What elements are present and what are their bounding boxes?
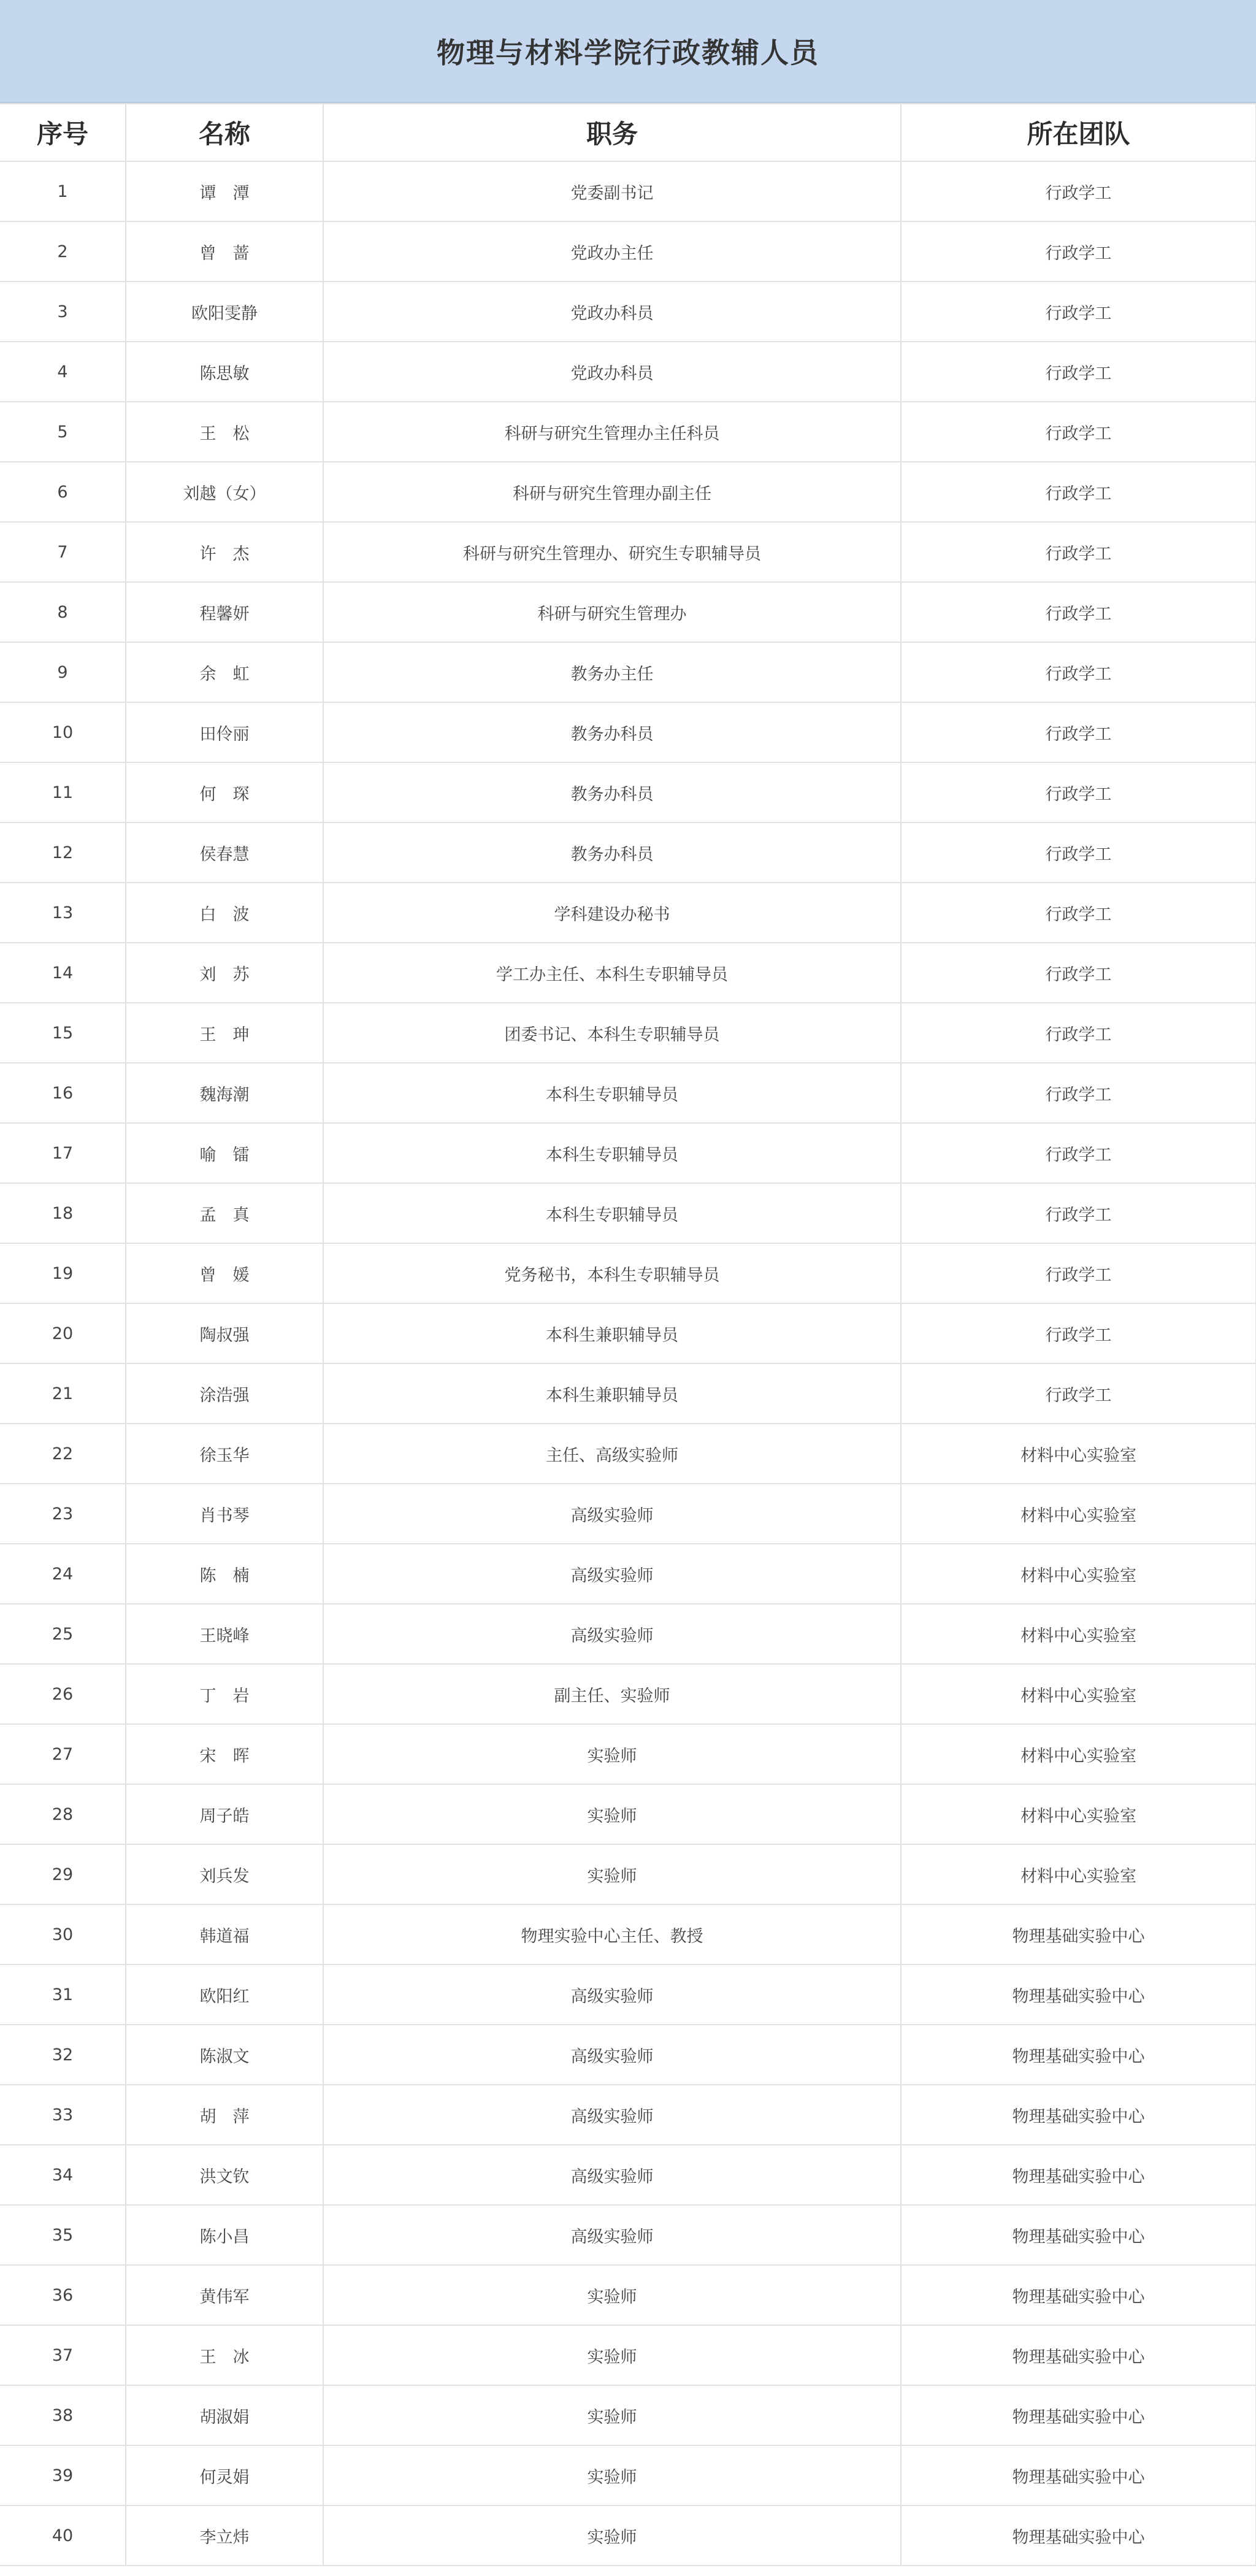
- cell-index: 14: [0, 943, 126, 1003]
- cell-index: 22: [0, 1424, 126, 1484]
- table-row: [0, 462, 1256, 522]
- table-row: [0, 161, 1256, 221]
- cell-position: 高级实验师: [323, 1484, 901, 1544]
- cell-position: 高级实验师: [323, 2145, 901, 2205]
- cell-index: 13: [0, 883, 126, 943]
- cell-team: 材料中心实验室: [901, 1784, 1256, 1844]
- cell-position: 科研与研究生管理办: [323, 582, 901, 642]
- title-banner: [0, 0, 1256, 103]
- cell-name: 许 杰: [126, 522, 323, 582]
- table-row: [0, 2145, 1256, 2205]
- cell-index: 23: [0, 1484, 126, 1544]
- table-row: [0, 1363, 1256, 1424]
- cell-team: 材料中心实验室: [901, 1424, 1256, 1484]
- table-row: [0, 1604, 1256, 1664]
- header-position: 职务: [323, 104, 901, 161]
- cell-position: 高级实验师: [323, 1544, 901, 1604]
- cell-name: 曾 蔷: [126, 221, 323, 282]
- cell-name: 陈小昌: [126, 2205, 323, 2265]
- cell-position: 本科生专职辅导员: [323, 1123, 901, 1183]
- cell-team: 材料中心实验室: [901, 1484, 1256, 1544]
- cell-index: 18: [0, 1183, 126, 1243]
- cell-name: 谭 潭: [126, 161, 323, 221]
- cell-name: 徐玉华: [126, 1424, 323, 1484]
- cell-position: 党政办科员: [323, 282, 901, 342]
- cell-position: 本科生兼职辅导员: [323, 1303, 901, 1363]
- cell-position: 本科生专职辅导员: [323, 1063, 901, 1123]
- cell-team: 行政学工: [901, 883, 1256, 943]
- cell-team: 物理基础实验中心: [901, 2205, 1256, 2265]
- cell-name: 肖书琴: [126, 1484, 323, 1544]
- cell-index: 10: [0, 702, 126, 762]
- cell-name: 曾 媛: [126, 1243, 323, 1303]
- cell-index: 25: [0, 1604, 126, 1664]
- table-row: [0, 1904, 1256, 1965]
- table-row: [0, 2505, 1256, 2566]
- cell-position: 高级实验师: [323, 2025, 901, 2085]
- table-row: [0, 522, 1256, 582]
- cell-index: 32: [0, 2025, 126, 2085]
- cell-index: 28: [0, 1784, 126, 1844]
- cell-team: 行政学工: [901, 702, 1256, 762]
- table-row: [0, 2325, 1256, 2385]
- header-name: 名称: [126, 104, 323, 161]
- cell-name: 何 琛: [126, 762, 323, 822]
- cell-index: 8: [0, 582, 126, 642]
- staff-table: [0, 103, 1256, 2566]
- table-row: [0, 2385, 1256, 2445]
- cell-position: 物理实验中心主任、教授: [323, 1904, 901, 1965]
- cell-team: 物理基础实验中心: [901, 2085, 1256, 2145]
- cell-team: 物理基础实验中心: [901, 2445, 1256, 2505]
- cell-team: 行政学工: [901, 1123, 1256, 1183]
- cell-index: 38: [0, 2385, 126, 2445]
- table-row: [0, 1063, 1256, 1123]
- cell-team: 物理基础实验中心: [901, 1965, 1256, 2025]
- cell-index: 34: [0, 2145, 126, 2205]
- cell-index: 5: [0, 402, 126, 462]
- cell-position: 教务办科员: [323, 702, 901, 762]
- cell-position: 党务秘书，本科生专职辅导员: [323, 1243, 901, 1303]
- cell-position: 实验师: [323, 2325, 901, 2385]
- cell-index: 37: [0, 2325, 126, 2385]
- table-row: [0, 582, 1256, 642]
- cell-position: 党委副书记: [323, 161, 901, 221]
- table-row: [0, 2445, 1256, 2505]
- table-row: [0, 943, 1256, 1003]
- cell-name: 王 松: [126, 402, 323, 462]
- cell-index: 21: [0, 1363, 126, 1424]
- table-row: [0, 1664, 1256, 1724]
- cell-team: 物理基础实验中心: [901, 2385, 1256, 2445]
- cell-name: 胡 萍: [126, 2085, 323, 2145]
- cell-team: 行政学工: [901, 282, 1256, 342]
- cell-name: 白 波: [126, 883, 323, 943]
- cell-name: 刘越（女）: [126, 462, 323, 522]
- cell-index: 31: [0, 1965, 126, 2025]
- cell-position: 党政办科员: [323, 342, 901, 402]
- cell-name: 韩道福: [126, 1904, 323, 1965]
- cell-team: 行政学工: [901, 943, 1256, 1003]
- cell-team: 材料中心实验室: [901, 1724, 1256, 1784]
- table-row: [0, 822, 1256, 883]
- cell-team: 行政学工: [901, 642, 1256, 702]
- cell-position: 高级实验师: [323, 1604, 901, 1664]
- cell-position: 教务办科员: [323, 762, 901, 822]
- table-row: [0, 1183, 1256, 1243]
- cell-name: 丁 岩: [126, 1664, 323, 1724]
- cell-index: 35: [0, 2205, 126, 2265]
- cell-team: 物理基础实验中心: [901, 2325, 1256, 2385]
- cell-name: 宋 晖: [126, 1724, 323, 1784]
- cell-team: 行政学工: [901, 822, 1256, 883]
- cell-name: 魏海潮: [126, 1063, 323, 1123]
- table-row: [0, 1784, 1256, 1844]
- cell-team: 行政学工: [901, 161, 1256, 221]
- cell-index: 6: [0, 462, 126, 522]
- table-row: [0, 702, 1256, 762]
- table-row: [0, 402, 1256, 462]
- table-row: [0, 642, 1256, 702]
- cell-position: 团委书记、本科生专职辅导员: [323, 1003, 901, 1063]
- cell-team: 行政学工: [901, 342, 1256, 402]
- cell-name: 孟 真: [126, 1183, 323, 1243]
- cell-index: 7: [0, 522, 126, 582]
- cell-team: 材料中心实验室: [901, 1604, 1256, 1664]
- cell-position: 学工办主任、本科生专职辅导员: [323, 943, 901, 1003]
- cell-team: 行政学工: [901, 762, 1256, 822]
- cell-team: 行政学工: [901, 1303, 1256, 1363]
- cell-name: 陈 楠: [126, 1544, 323, 1604]
- cell-position: 科研与研究生管理办主任科员: [323, 402, 901, 462]
- cell-position: 主任、高级实验师: [323, 1424, 901, 1484]
- cell-name: 刘兵发: [126, 1844, 323, 1904]
- table-row: [0, 1424, 1256, 1484]
- cell-name: 黄伟军: [126, 2265, 323, 2325]
- table-row: [0, 1844, 1256, 1904]
- cell-position: 高级实验师: [323, 1965, 901, 2025]
- cell-team: 行政学工: [901, 1063, 1256, 1123]
- cell-position: 实验师: [323, 2385, 901, 2445]
- cell-index: 4: [0, 342, 126, 402]
- cell-index: 17: [0, 1123, 126, 1183]
- cell-position: 实验师: [323, 1844, 901, 1904]
- cell-name: 欧阳红: [126, 1965, 323, 2025]
- cell-position: 本科生专职辅导员: [323, 1183, 901, 1243]
- cell-team: 行政学工: [901, 522, 1256, 582]
- cell-team: 材料中心实验室: [901, 1664, 1256, 1724]
- table-row: [0, 1003, 1256, 1063]
- cell-name: 陈淑文: [126, 2025, 323, 2085]
- cell-index: 24: [0, 1544, 126, 1604]
- cell-index: 30: [0, 1904, 126, 1965]
- cell-index: 26: [0, 1664, 126, 1724]
- cell-position: 副主任、实验师: [323, 1664, 901, 1724]
- cell-name: 周子皓: [126, 1784, 323, 1844]
- table-row: [0, 1544, 1256, 1604]
- cell-position: 教务办主任: [323, 642, 901, 702]
- cell-name: 刘 苏: [126, 943, 323, 1003]
- cell-position: 科研与研究生管理办副主任: [323, 462, 901, 522]
- cell-name: 李立炜: [126, 2505, 323, 2566]
- cell-team: 行政学工: [901, 1363, 1256, 1424]
- cell-position: 实验师: [323, 1784, 901, 1844]
- cell-index: 39: [0, 2445, 126, 2505]
- page-title: 物理与材料学院行政教辅人员: [437, 36, 819, 69]
- cell-index: 11: [0, 762, 126, 822]
- table-row: [0, 2205, 1256, 2265]
- table-row: [0, 1484, 1256, 1544]
- cell-index: 12: [0, 822, 126, 883]
- cell-position: 高级实验师: [323, 2205, 901, 2265]
- cell-index: 16: [0, 1063, 126, 1123]
- cell-name: 洪文钦: [126, 2145, 323, 2205]
- cell-team: 行政学工: [901, 402, 1256, 462]
- cell-name: 王晓峰: [126, 1604, 323, 1664]
- cell-team: 物理基础实验中心: [901, 2025, 1256, 2085]
- header-index: 序号: [0, 104, 126, 161]
- cell-name: 王 珅: [126, 1003, 323, 1063]
- table-row: [0, 1724, 1256, 1784]
- table-row: [0, 342, 1256, 402]
- cell-name: 王 冰: [126, 2325, 323, 2385]
- cell-name: 陶叔强: [126, 1303, 323, 1363]
- cell-index: 36: [0, 2265, 126, 2325]
- cell-index: 3: [0, 282, 126, 342]
- cell-index: 2: [0, 221, 126, 282]
- cell-name: 喻 镭: [126, 1123, 323, 1183]
- table-row: [0, 1965, 1256, 2025]
- cell-team: 行政学工: [901, 462, 1256, 522]
- cell-team: 物理基础实验中心: [901, 2145, 1256, 2205]
- cell-position: 教务办科员: [323, 822, 901, 883]
- table-row: [0, 282, 1256, 342]
- table-row: [0, 762, 1256, 822]
- cell-name: 何灵娟: [126, 2445, 323, 2505]
- table-row: [0, 1123, 1256, 1183]
- cell-team: 行政学工: [901, 582, 1256, 642]
- header-team: 所在团队: [901, 104, 1256, 161]
- cell-team: 物理基础实验中心: [901, 2505, 1256, 2566]
- cell-index: 9: [0, 642, 126, 702]
- cell-index: 1: [0, 161, 126, 221]
- table-header-row: [0, 104, 1256, 161]
- cell-position: 实验师: [323, 2445, 901, 2505]
- cell-index: 29: [0, 1844, 126, 1904]
- cell-team: 物理基础实验中心: [901, 1904, 1256, 1965]
- cell-team: 物理基础实验中心: [901, 2265, 1256, 2325]
- cell-index: 20: [0, 1303, 126, 1363]
- cell-position: 实验师: [323, 2265, 901, 2325]
- cell-team: 行政学工: [901, 1183, 1256, 1243]
- cell-index: 27: [0, 1724, 126, 1784]
- cell-name: 程馨妍: [126, 582, 323, 642]
- cell-name: 田伶丽: [126, 702, 323, 762]
- table-row: [0, 1243, 1256, 1303]
- cell-team: 行政学工: [901, 221, 1256, 282]
- table-row: [0, 2265, 1256, 2325]
- cell-team: 材料中心实验室: [901, 1544, 1256, 1604]
- cell-index: 33: [0, 2085, 126, 2145]
- table-body: [0, 161, 1256, 2566]
- cell-position: 本科生兼职辅导员: [323, 1363, 901, 1424]
- table-row: [0, 2085, 1256, 2145]
- cell-name: 余 虹: [126, 642, 323, 702]
- cell-index: 19: [0, 1243, 126, 1303]
- cell-name: 侯春慧: [126, 822, 323, 883]
- table-row: [0, 221, 1256, 282]
- cell-team: 行政学工: [901, 1243, 1256, 1303]
- cell-index: 40: [0, 2505, 126, 2566]
- cell-position: 科研与研究生管理办、研究生专职辅导员: [323, 522, 901, 582]
- cell-position: 高级实验师: [323, 2085, 901, 2145]
- cell-team: 材料中心实验室: [901, 1844, 1256, 1904]
- table-row: [0, 2025, 1256, 2085]
- cell-name: 胡淑娟: [126, 2385, 323, 2445]
- cell-team: 行政学工: [901, 1003, 1256, 1063]
- cell-position: 党政办主任: [323, 221, 901, 282]
- cell-name: 涂浩强: [126, 1363, 323, 1424]
- cell-position: 实验师: [323, 1724, 901, 1784]
- cell-index: 15: [0, 1003, 126, 1063]
- cell-position: 学科建设办秘书: [323, 883, 901, 943]
- table-row: [0, 1303, 1256, 1363]
- table-row: [0, 883, 1256, 943]
- cell-name: 陈思敏: [126, 342, 323, 402]
- cell-position: 实验师: [323, 2505, 901, 2566]
- cell-name: 欧阳雯静: [126, 282, 323, 342]
